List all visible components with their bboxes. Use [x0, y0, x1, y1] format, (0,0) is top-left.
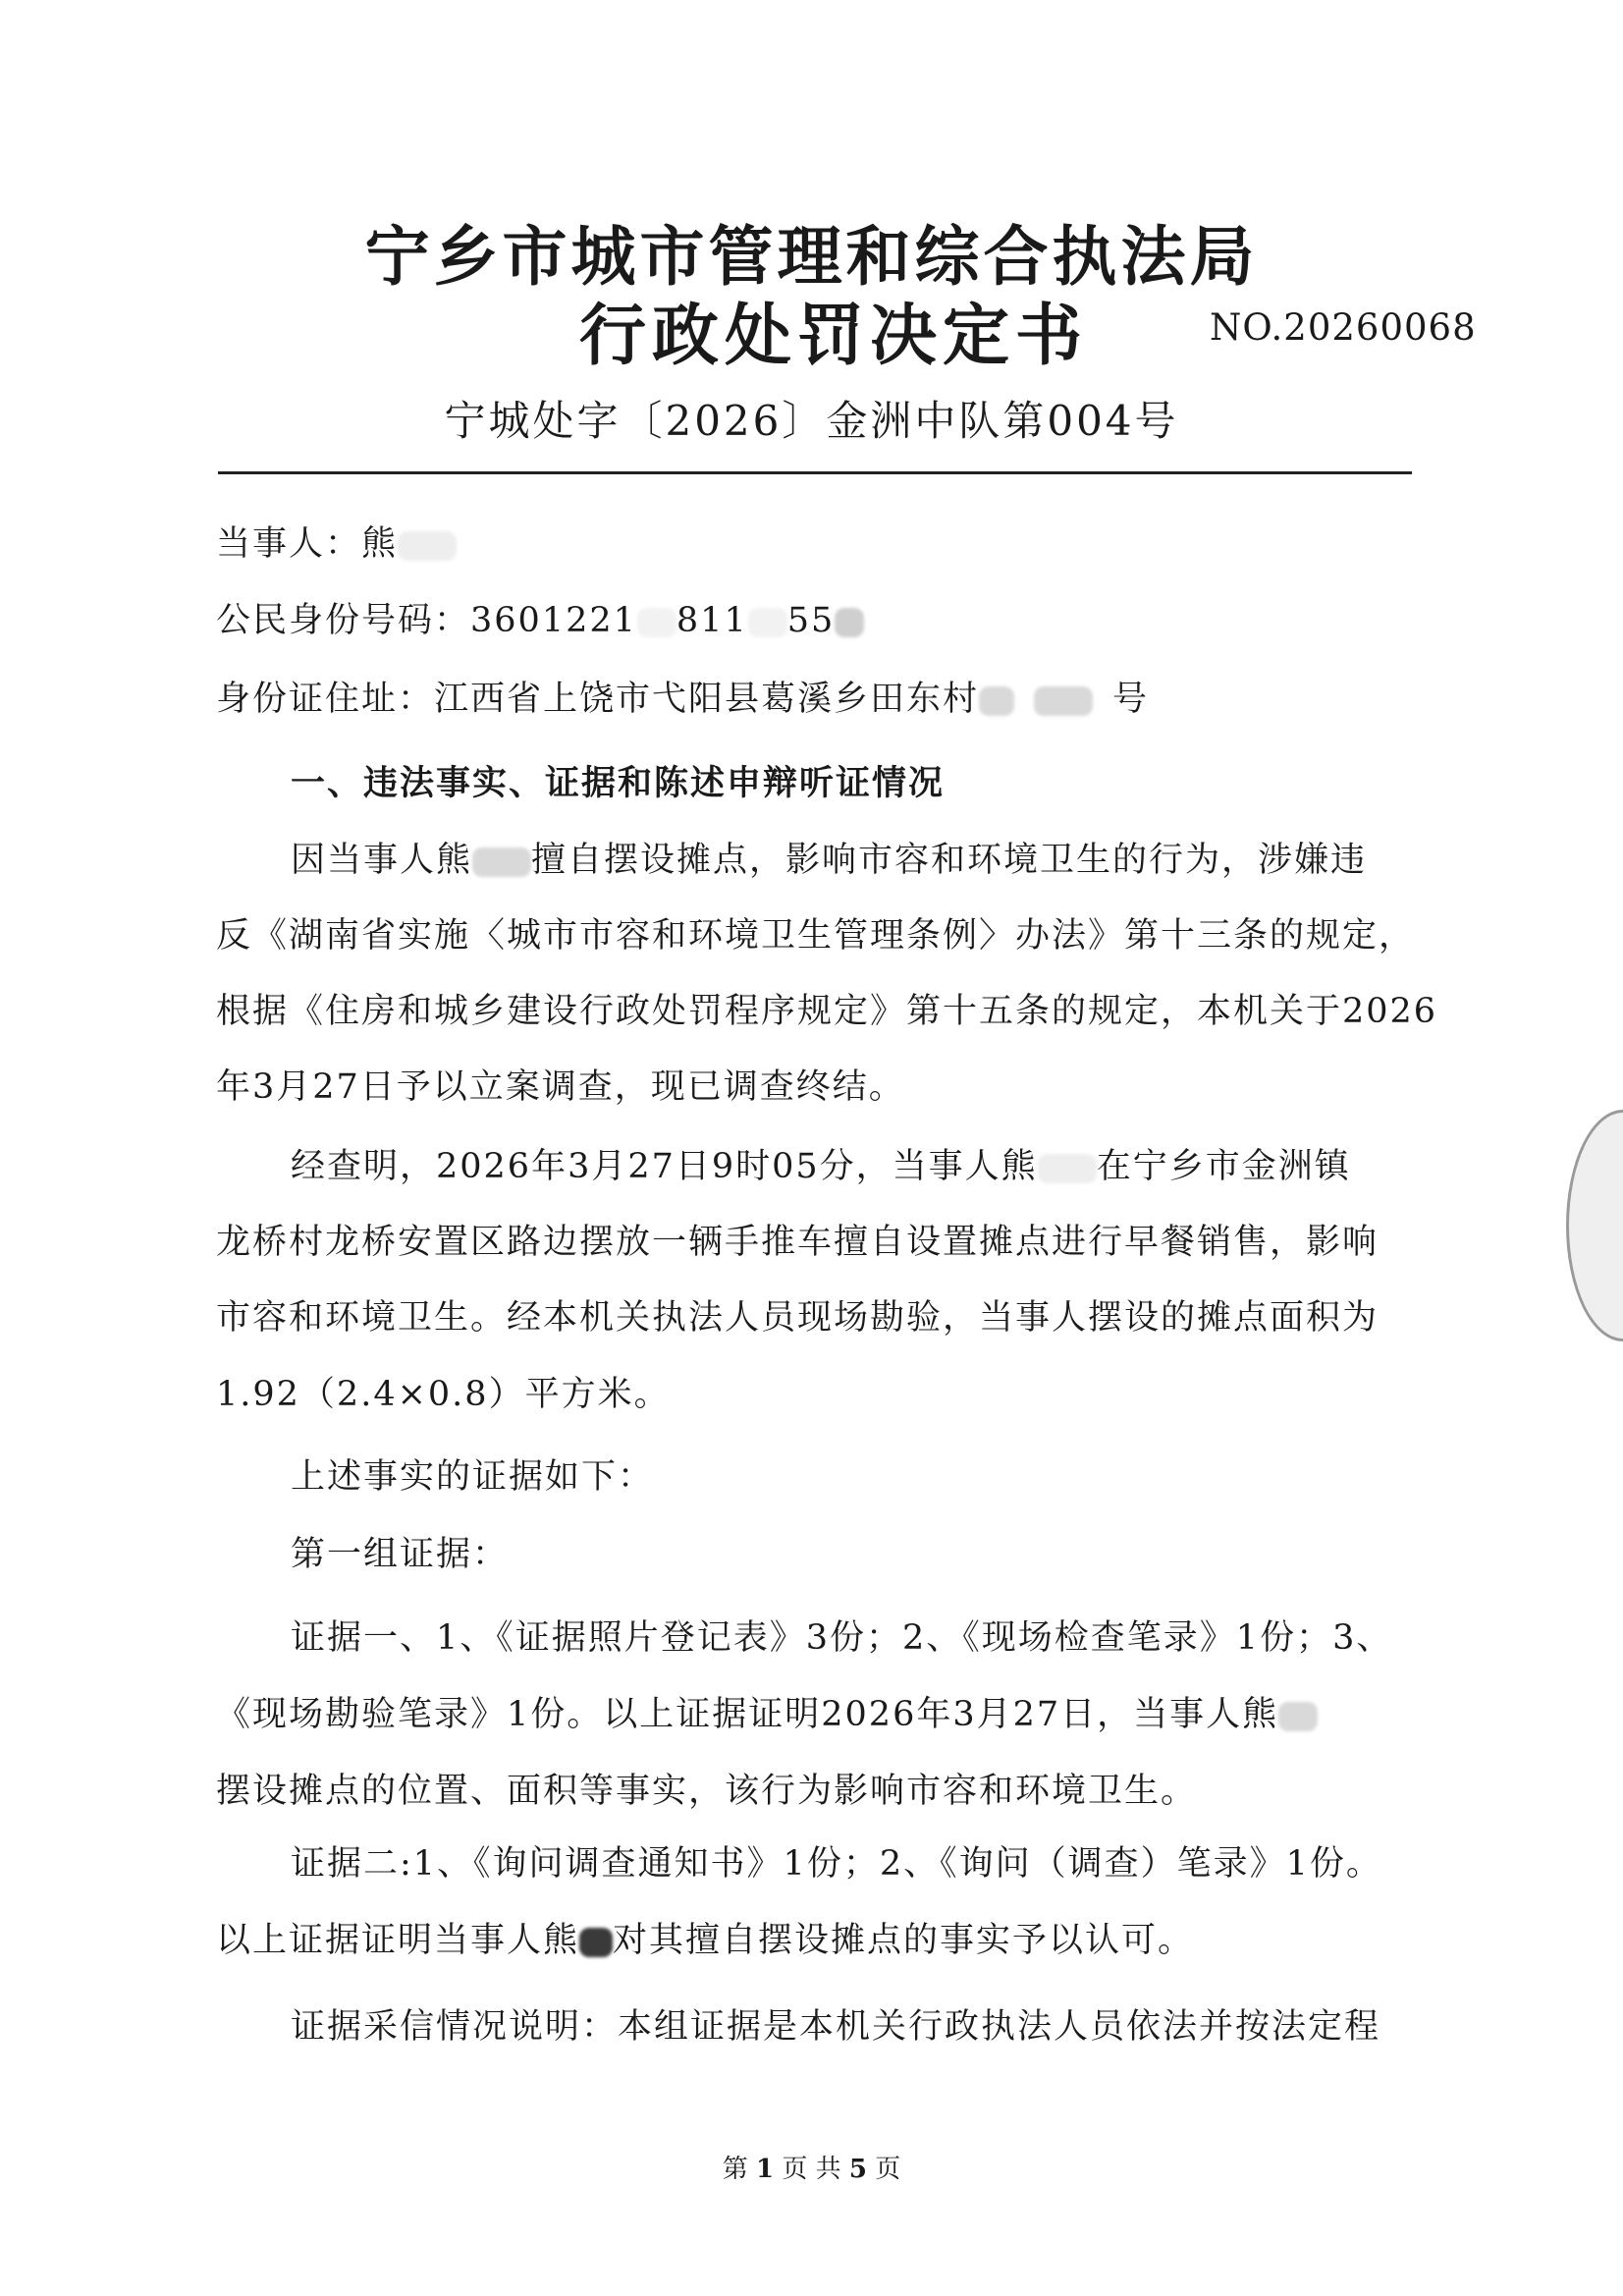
paragraph-line: 1.92（2.4×0.8）平方米。: [216, 1375, 671, 1414]
party-name-line: [216, 517, 457, 566]
header-divider: [218, 471, 1412, 474]
redaction-mark: [637, 608, 676, 637]
redaction-mark: [1278, 1702, 1318, 1731]
paragraph-line: 市容和环境卫生。经本机关执法人员现场勘验，当事人摆设的摊点面积为: [216, 1298, 1380, 1338]
redaction-mark: [748, 608, 787, 637]
paragraph-line: 证据一、1、《证据照片登记表》3份；2、《现场检查笔录》1份；3、: [291, 1618, 1393, 1658]
party-address-tail: 号: [1112, 680, 1150, 719]
party-address-label: 身份证住址：江西省上饶市弋阳县葛溪乡田东村: [216, 680, 980, 719]
paragraph-line: 经查明，2026年3月27日9时05分，当事人熊 在宁乡市金洲镇: [291, 1147, 1351, 1186]
document-number: NO.20260068: [1210, 306, 1477, 349]
paragraph-line: 摆设摊点的位置、面积等事实，该行为影响市容和环境卫生。: [216, 1772, 1198, 1811]
section-heading: 一、违法事实、证据和陈述申辩听证情况: [291, 763, 946, 803]
party-id-part2: 811: [676, 601, 748, 640]
redaction-mark: [579, 1928, 613, 1957]
paragraph-line: 以上证据证明当事人熊 对其擅自摆设摊点的事实予以认可。: [216, 1921, 1195, 1960]
paragraph-line: 龙桥村龙桥安置区路边摆放一辆手推车擅自设置摊点进行早餐销售，影响: [216, 1223, 1380, 1262]
redaction-mark: [1038, 1154, 1097, 1183]
party-id-label: 公民身份号码：: [216, 601, 471, 640]
paragraph-line: 上述事实的证据如下：: [291, 1457, 655, 1497]
paragraph-line: 《现场勘验笔录》1份。以上证据证明2026年3月27日，当事人熊: [216, 1687, 1318, 1736]
redaction-mark: [472, 847, 531, 877]
paragraph-line: 年3月27日予以立案调查，现已调查终结。: [216, 1067, 905, 1107]
party-id-part3: 55: [786, 601, 836, 640]
page-number: 1: [756, 2155, 775, 2184]
paragraph-line: 证据二:1、《询问调查通知书》1份；2、《询问（调查）笔录》1份。: [291, 1844, 1382, 1884]
paragraph-line: 因当事人熊 擅自摆设摊点，影响市容和环境卫生的行为，涉嫌违: [291, 841, 1368, 880]
party-id-line: [216, 593, 864, 642]
paragraph-line: 第一组证据：: [291, 1535, 510, 1574]
party-name-label: 当事人：熊: [216, 524, 399, 564]
document-reference: 宁城处字〔2026〕金洲中队第004号: [444, 397, 1179, 445]
document-type-title: 行政处罚决定书: [579, 297, 1089, 375]
party-address-line: [216, 672, 1149, 721]
agency-title: 宁乡市城市管理和综合执法局: [364, 218, 1259, 295]
paragraph-line: 根据《住房和城乡建设行政处罚程序规定》第十五条的规定，本机关于2026: [216, 992, 1438, 1031]
redaction-mark: [398, 531, 457, 561]
redaction-mark: [979, 686, 1014, 716]
page-total: 5: [848, 2155, 867, 2184]
paragraph-line: 证据采信情况说明：本组证据是本机关行政执法人员依法并按法定程: [291, 2007, 1381, 2047]
page-footer: 第 1 页 共 5 页: [722, 2155, 901, 2184]
redaction-mark: [1034, 686, 1093, 716]
redaction-mark: [835, 608, 864, 637]
binding-hole-mark: [1566, 1110, 1623, 1341]
paragraph-line: 反《湖南省实施〈城市市容和环境卫生管理条例〉办法》第十三条的规定，: [216, 916, 1416, 956]
party-id-part1: 3601221: [470, 601, 637, 640]
